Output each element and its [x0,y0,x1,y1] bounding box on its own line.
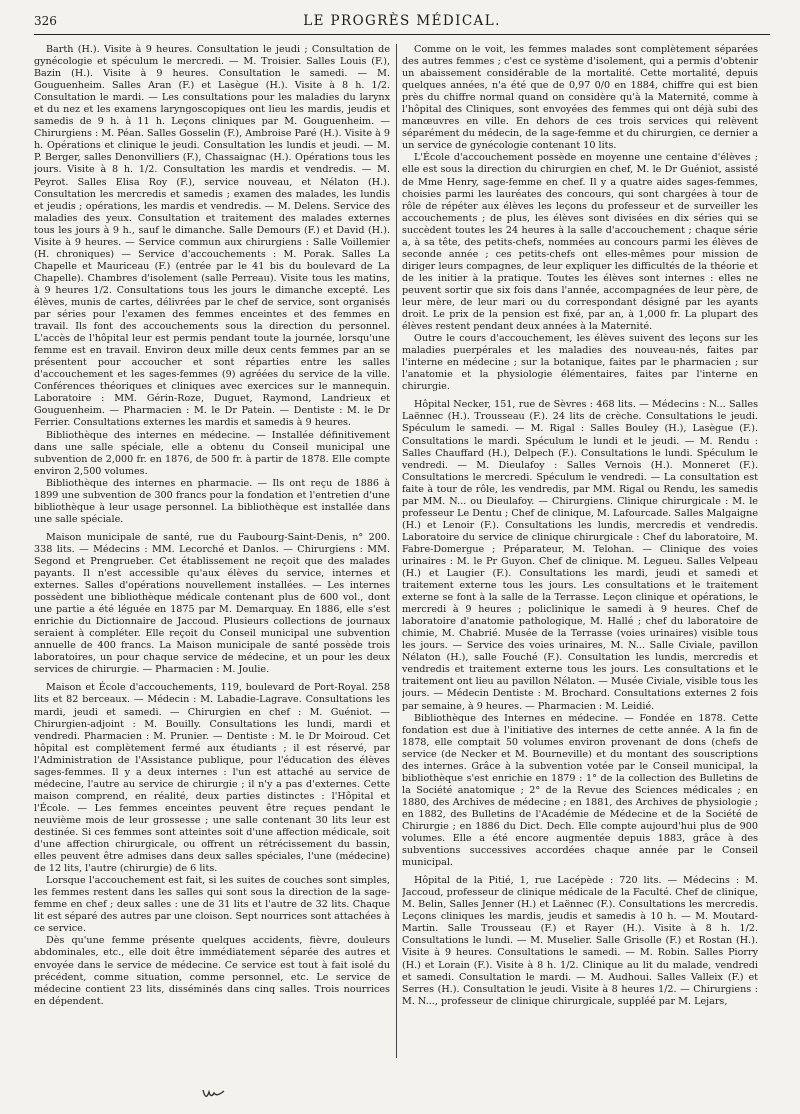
paragraph: Bibliothèque des internes en médecine. — Installée définitivement dans une salle spéciale, elle a obtenu du Conseil municipal une subvention de 2,000 fr. en 1876, de 500 fr. à partir de 1878. Elle compte environ 2,500 volumes. [34,429,390,477]
paragraph: Lorsque l'accouchement est fait, si les suites de couches sont simples, les femmes restent dans les salles qui sont sous la direction de la sage-femme en chef ; deux salles : une de 31 lits et l'autre de 32 lits. Chaque lit est séparé des autres par une cloison. Sept nourrices sont attachées à ce service. [34,875,390,935]
paragraph: Barth (H.). Visite à 9 heures. Consultation le jeudi ; Consultation de gynécologie et spéculum le mercredi. — M. Troisier. Salles Louis (F.), Bazin (H.). Visite à 9 heures. Consultation le samedi. — M. Gouguenheim. Salles Aran (F.) et Lasègue (H.). Visite à 8 h. 1/2. Consultation le mardi. — Les consultations pour les maladies du larynx et du nez et les examens laryngoscopiques ont lieu les mardis, jeudis et samedis de 9 h. à 11 h. Leçons cliniques par M. Gouguenheim. — Chirurgiens : M. Péan. Salles Gosselin (F.), Ambroise Paré (H.). Visite à 9 h. Opérations et clinique le jeudi. Consultation les lundis et jeudi. — M. P. Berger, salles Denonvilliers (F.), Chassaignac (H.). Opérations tous les jours. Visite à 8 h. 1/2. Consultation les mardis et vendredis. — M. Peyrot. Salles Elisa Roy (F.), service nouveau, et Nélaton (H.). Consultation les mercredis et samedis ; examen des malades, les lundis et jeudis ; opérations, les mardis et vendredis. — M. Delens. Service des maladies des yeux. Consultation et traitement des malades externes tous les jours à 9 h., sauf le dimanche. Salle Demours (F.) et David (H.). Visite à 9 heures. — Service commun aux chirurgiens : Salle Voillemier (H. chroniques) — Service d'accouchements : M. Porak. Salles La Chapelle et Mauriceau (F.) (entrée par le 41 bis du boulevard de La Chapelle). Chambres d'isolement (salle Perreau). Visite tous les matins, à 9 heures 1/2. Consultations tous les jours le dimanche excepté. Les élèves, munis de cartes, délivrées par le chef de service, sont organisés par séries pour l'examen des femmes enceintes et des femmes en travail. Ils font des accouchements sous la direction du personnel. L'accès de l'hôpital leur est permis pendant toute la journée, lorsqu'une femme est en travail. Environ deux mille deux cents femmes par an se présentent pour accoucher et sont réparties entre les salles d'accouchement et les sages-femmes (9) agréées du service de la ville. Conférences théoriques et cliniques avec exercices sur le mannequin. Laboratoire : MM. Gérin-Roze, Duguet, Raymond, Landrieux et Gouguenheim. — Pharmacien : M. le Dr Patein. — Dentiste : M. le Dr Ferrier. Consultations externes les mardis et samedis à 9 heures. [34,44,390,429]
left-column [34,44,390,1059]
paragraph: Bibliothèque des internes en pharmacie. — Ils ont reçu de 1886 à 1899 une subvention de 300 francs pour la fondation et l'entretien d'une bibliothèque à leur usage personnel. La bibliothèque est installée dans une salle spéciale. [34,477,390,525]
paragraph: Bibliothèque des Internes en médecine. — Fondée en 1878. Cette fondation est due à l'initiative des internes de cette année. A la fin de 1878, elle comptait 50 volumes environ provenant de dons (chefs de service (de Necker et M. Bourneville) et du montant des souscriptions des internes. Grâce à la subvention votée par le Conseil municipal, la bibliothèque s'est enrichie en 1879 : 1° de la collection des Bulletins de la Société anatomique ; 2° de la Revue des Sciences médicales ; en 1880, des Archives de médecine ; en 1881, des Archives de physiologie ; en 1882, des Bulletins de l'Académie de Médecine et de la Société de Chirurgie ; en 1886 du Dict. Dech. Elle compte aujourd'hui plus de 900 volumes. Elle a été encore augmentée depuis 1883, grâce à des subventions successives accordées chaque année par le Conseil municipal. [402,712,758,869]
paragraph: Outre le cours d'accouchement, les élèves suivent des leçons sur les maladies puerpérales et les maladies des nouveau-nés, faites par l'interne en médecine ; sur la botanique, faites par le pharmacien ; sur l'anatomie et la physiologie élémentaires, faites par l'interne en chirurgie. [402,333,758,393]
running-title: LE PROGRÈS MÉDICAL. [303,13,501,29]
paragraph: L'École d'accouchement possède en moyenne une centaine d'élèves ; elle est sous la direction du chirurgien en chef, M. le Dr Guéniot, assisté de Mme Henry, sage-femme en chef. Il y a quatre aides sages-femmes, choisies parmi les lauréates des concours, qui sont chargées à tour de rôle de répéter aux élèves les leçons du professeur et de surveiller les accouchements ; de plus, les élèves sont divisées en dix séries qui se succèdent toutes les 24 heures à la salle d'accouchement ; chaque série a, à sa tête, des petits-chefs, nommées au concours parmi les élèves de seconde année ; ces petits-chefs ont elles-mêmes pour mission de diriger leurs compagnes, de leur expliquer les difficultés de la théorie et de les initier à la pratique. Toutes les élèves sont internes : elles ne peuvent sortir que six fois dans l'année, accompagnées de leur père, de leur mère, de leur mari ou du correspondant désigné par les ayants droit. Le prix de la pension est fixé, par an, à 1,000 fr. La plupart des élèves restent pendant deux années à la Maternité. [402,152,758,333]
column-divider [396,44,397,1058]
page-header [34,10,770,35]
paragraph: Hôpital de la Pitié, 1, rue Lacépède : 720 lits. — Médecins : M. Jaccoud, professeur de clinique médicale de la Faculté. Chef de clinique, M. Belin, Salles Jenner (H.) et Laënnec (F.). Consultations les mercredis. Leçons cliniques les mardis, jeudis et samedis à 10 h. — M. Moutard-Martin. Salle Trousseau (F.) et Rayer (H.). Visite à 8 h. 1/2. Consultations le lundi. — M. Muselier. Salle Grisolle (F.) et Rostan (H.). Visite à 9 heures. Consultations le samedi. — M. Robin. Salles Piorry (H.) et Lorain (F.). Visite à 8 h. 1/2. Clinique au lit du malade, vendredi et samedi. Consultation le mardi. — M. Audhoui. Salles Valleix (F.) et Serres (H.). Consultation le jeudi. Visite à 8 heures 1/2. — Chirurgiens : M. N..., professeur de clinique chirurgicale, suppléé par M. Lejars, [402,875,758,1007]
paragraph: Dès qu'une femme présente quelques accidents, fièvre, douleurs abdominales, etc., elle doit être immédiatement séparée des autres et envoyée dans le service de médecine. Ce service est tout à fait isolé du précédent, comme situation, comme personnel, etc. Le service de médecine contient 23 lits, disséminés dans cinq salles. Trois nourrices en dépendent. [34,935,390,1007]
paragraph: Hôpital Necker, 151, rue de Sèvres : 468 lits. — Médecins : N... Salles Laënnec (H.). Trousseau (F.). 24 lits de crèche. Consultations le jeudi. Spéculum le samedi. — M. Rigal : Salles Bouley (H.), Lasègue (F.). Consultations le mardi. Spéculum le lundi et le jeudi. — M. Rendu : Salles Chauffard (H.), Delpech (F.). Consultations le lundi. Spéculum le vendredi. — M. Dieulafoy : Salles Vernois (H.). Monneret (F.). Consultations le mercredi. Spéculum le vendredi. — La consultation est faite à tour de rôle, les vendredis, par MM. Rigal ou Rendu, les samedis par MM. N... ou Dieulafoy. — Chirurgiens. Clinique chirurgicale : M. le professeur Le Dentu ; Chef de clinique, M. Lafourcade. Salles Malgaigne (H.) et Lenoir (F.). Consultations les lundis, mercredis et vendredis. Laboratoire du service de clinique chirurgicale : Chef du laboratoire, M. Fabre-Domergue ; Préparateur, M. Telohan. — Clinique des voies urinaires : M. le Pr Guyon. Chef de clinique. M. Legueu. Salles Velpeau (H.) et Laugier (F.). Consultations les mardi, jeudi et samedi et traitement externe tous les jours. Les consultations et le traitement externe se font à la salle de la Terrasse. Leçon clinique et opérations, le mercredi à 9 heures ; policlinique le samedi à 9 heures. Chef de laboratoire d'anatomie pathologique, M. Hallé ; chef du laboratoire de chimie, M. Chabrié. Musée de la Terrasse (voies urinaires) visible tous les jours. — Service des voies urinaires, M. N... Salle Civiale, pavillon Nélaton (H.), salle Fouché (F.). Consultation les lundis, mercredis et vendredis et traitement externe tous les jours. Les consultations et le traitement ont lieu au pavillon Nélaton. — Musée Civiale, visible tous les jours. — Médecin Dentiste : M. Brochard. Consultations externes 2 fois par semaine, à 9 heures. — Pharmacien : M. Leidié. [402,399,758,712]
paragraph: Maison et École d'accouchements, 119, boulevard de Port-Royal. 258 lits et 82 berceaux. — Médecin : M. Labadie-Lagrave. Consultations les mardi, jeudi et samedi. — Chirurgien en chef : M. Guéniot. — Chirurgien-adjoint : M. Bouilly. Consultations les lundi, mardi et vendredi. Pharmacien : M. Prunier. — Dentiste : M. le Dr Moiroud. Cet hôpital est complètement fermé aux étudiants ; il est réservé, par l'Administration de l'Assistance publique, pour l'éducation des élèves sages-femmes. Il y a deux internes : l'un est attaché au service de médecine, l'autre au service de chirurgie ; il n'y a pas d'externes. Cette maison comprend, en réalité, deux parties distinctes : l'Hôpital et l'École. — Les femmes enceintes peuvent être reçues pendant le neuvième mois de leur grossesse ; une salle contenant 30 lits leur est destinée. Si ces femmes sont atteintes soit d'une affection médicale, soit d'une affection chirurgicale, ou offrent un rétrécissement du bassin, elles peuvent être admises dans deux salles spéciales, l'une (médecine) de 12 lits, l'autre (chirurgie) de 6 lits. [34,682,390,875]
handwritten-mark [202,1086,226,1100]
page-number: 326 [34,14,57,28]
paragraph: Comme on le voit, les femmes malades sont complètement séparées des autres femmes ; c'est ce système d'isolement, qui a permis d'obtenir un abaissement considérable de la mortalité. Cette mortalité, depuis quelques années, n'a été que de 0,97 0/0 en 1884, chiffre qui est bien près du chiffre normal quand on considère qu'à la Maternité, comme à l'hôpital des Cliniques, sont envoyées des femmes qui ont déjà subi des manœuvres en ville. En dehors de ces trois services qui relèvent séparément du médecin, de la sage-femme et du chirurgien, ce dernier a un service de gynécologie contenant 10 lits. [402,44,758,152]
paragraph: Maison municipale de santé, rue du Faubourg-Saint-Denis, n° 200. 338 lits. — Médecins : MM. Lecorché et Danlos. — Chirurgiens : MM. Segond et Prengrueber. Cet établissement ne reçoit que des malades payants. Il n'est accessible qu'aux élèves du service, internes et externes. Salles d'opérations nouvellement installées. — Les internes possèdent une bibliothèque médicale contenant plus de 600 vol., dont une partie a été léguée en 1875 par M. Demarquay. En 1886, elle s'est enrichie du Dictionnaire de Jaccoud. Plusieurs collections de journaux seraient à compléter. Elle reçoit du Conseil municipal une subvention annuelle de 400 francs. La Maison municipale de santé possède trois laboratoires, un pour chaque service de médecine, et un pour les deux services de chirurgie. — Pharmacien : M. Joulie. [34,531,390,676]
right-column [402,44,758,1059]
